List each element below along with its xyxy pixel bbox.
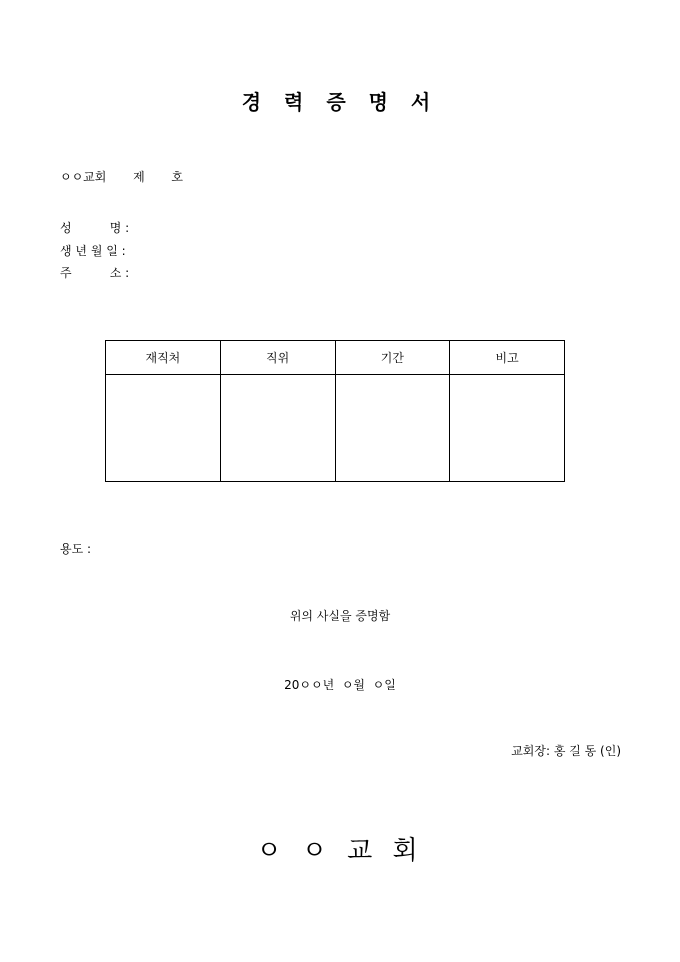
header-workplace: 재직처	[106, 341, 221, 375]
church-name: ㅇ ㅇ 교 회	[256, 836, 424, 866]
signer-line: 교회장: 홍 길 동 (인)	[511, 744, 621, 758]
cell-remarks	[450, 375, 565, 482]
purpose-label: 용도 :	[60, 542, 92, 556]
cell-period	[335, 375, 450, 482]
header-period: 기간	[335, 341, 450, 375]
name-field-label: 성 명 :	[60, 221, 130, 235]
cell-workplace	[106, 375, 221, 482]
header-position: 직위	[220, 341, 335, 375]
header-remarks: 비고	[450, 341, 565, 375]
issue-date: 20ㅇㅇ년 ㅇ월 ㅇ일	[284, 678, 396, 692]
certification-statement: 위의 사실을 증명함	[289, 609, 391, 623]
table-row	[106, 375, 565, 482]
address-field-label: 주 소 :	[60, 266, 130, 280]
career-table	[105, 340, 565, 482]
document-title: 경 력 증 명 서	[241, 90, 439, 114]
table-header-row	[106, 341, 565, 375]
cell-position	[220, 375, 335, 482]
birthdate-field-label: 생 년 월 일 :	[60, 244, 126, 258]
certificate-number: ㅇㅇ교회 제 호	[60, 170, 183, 184]
